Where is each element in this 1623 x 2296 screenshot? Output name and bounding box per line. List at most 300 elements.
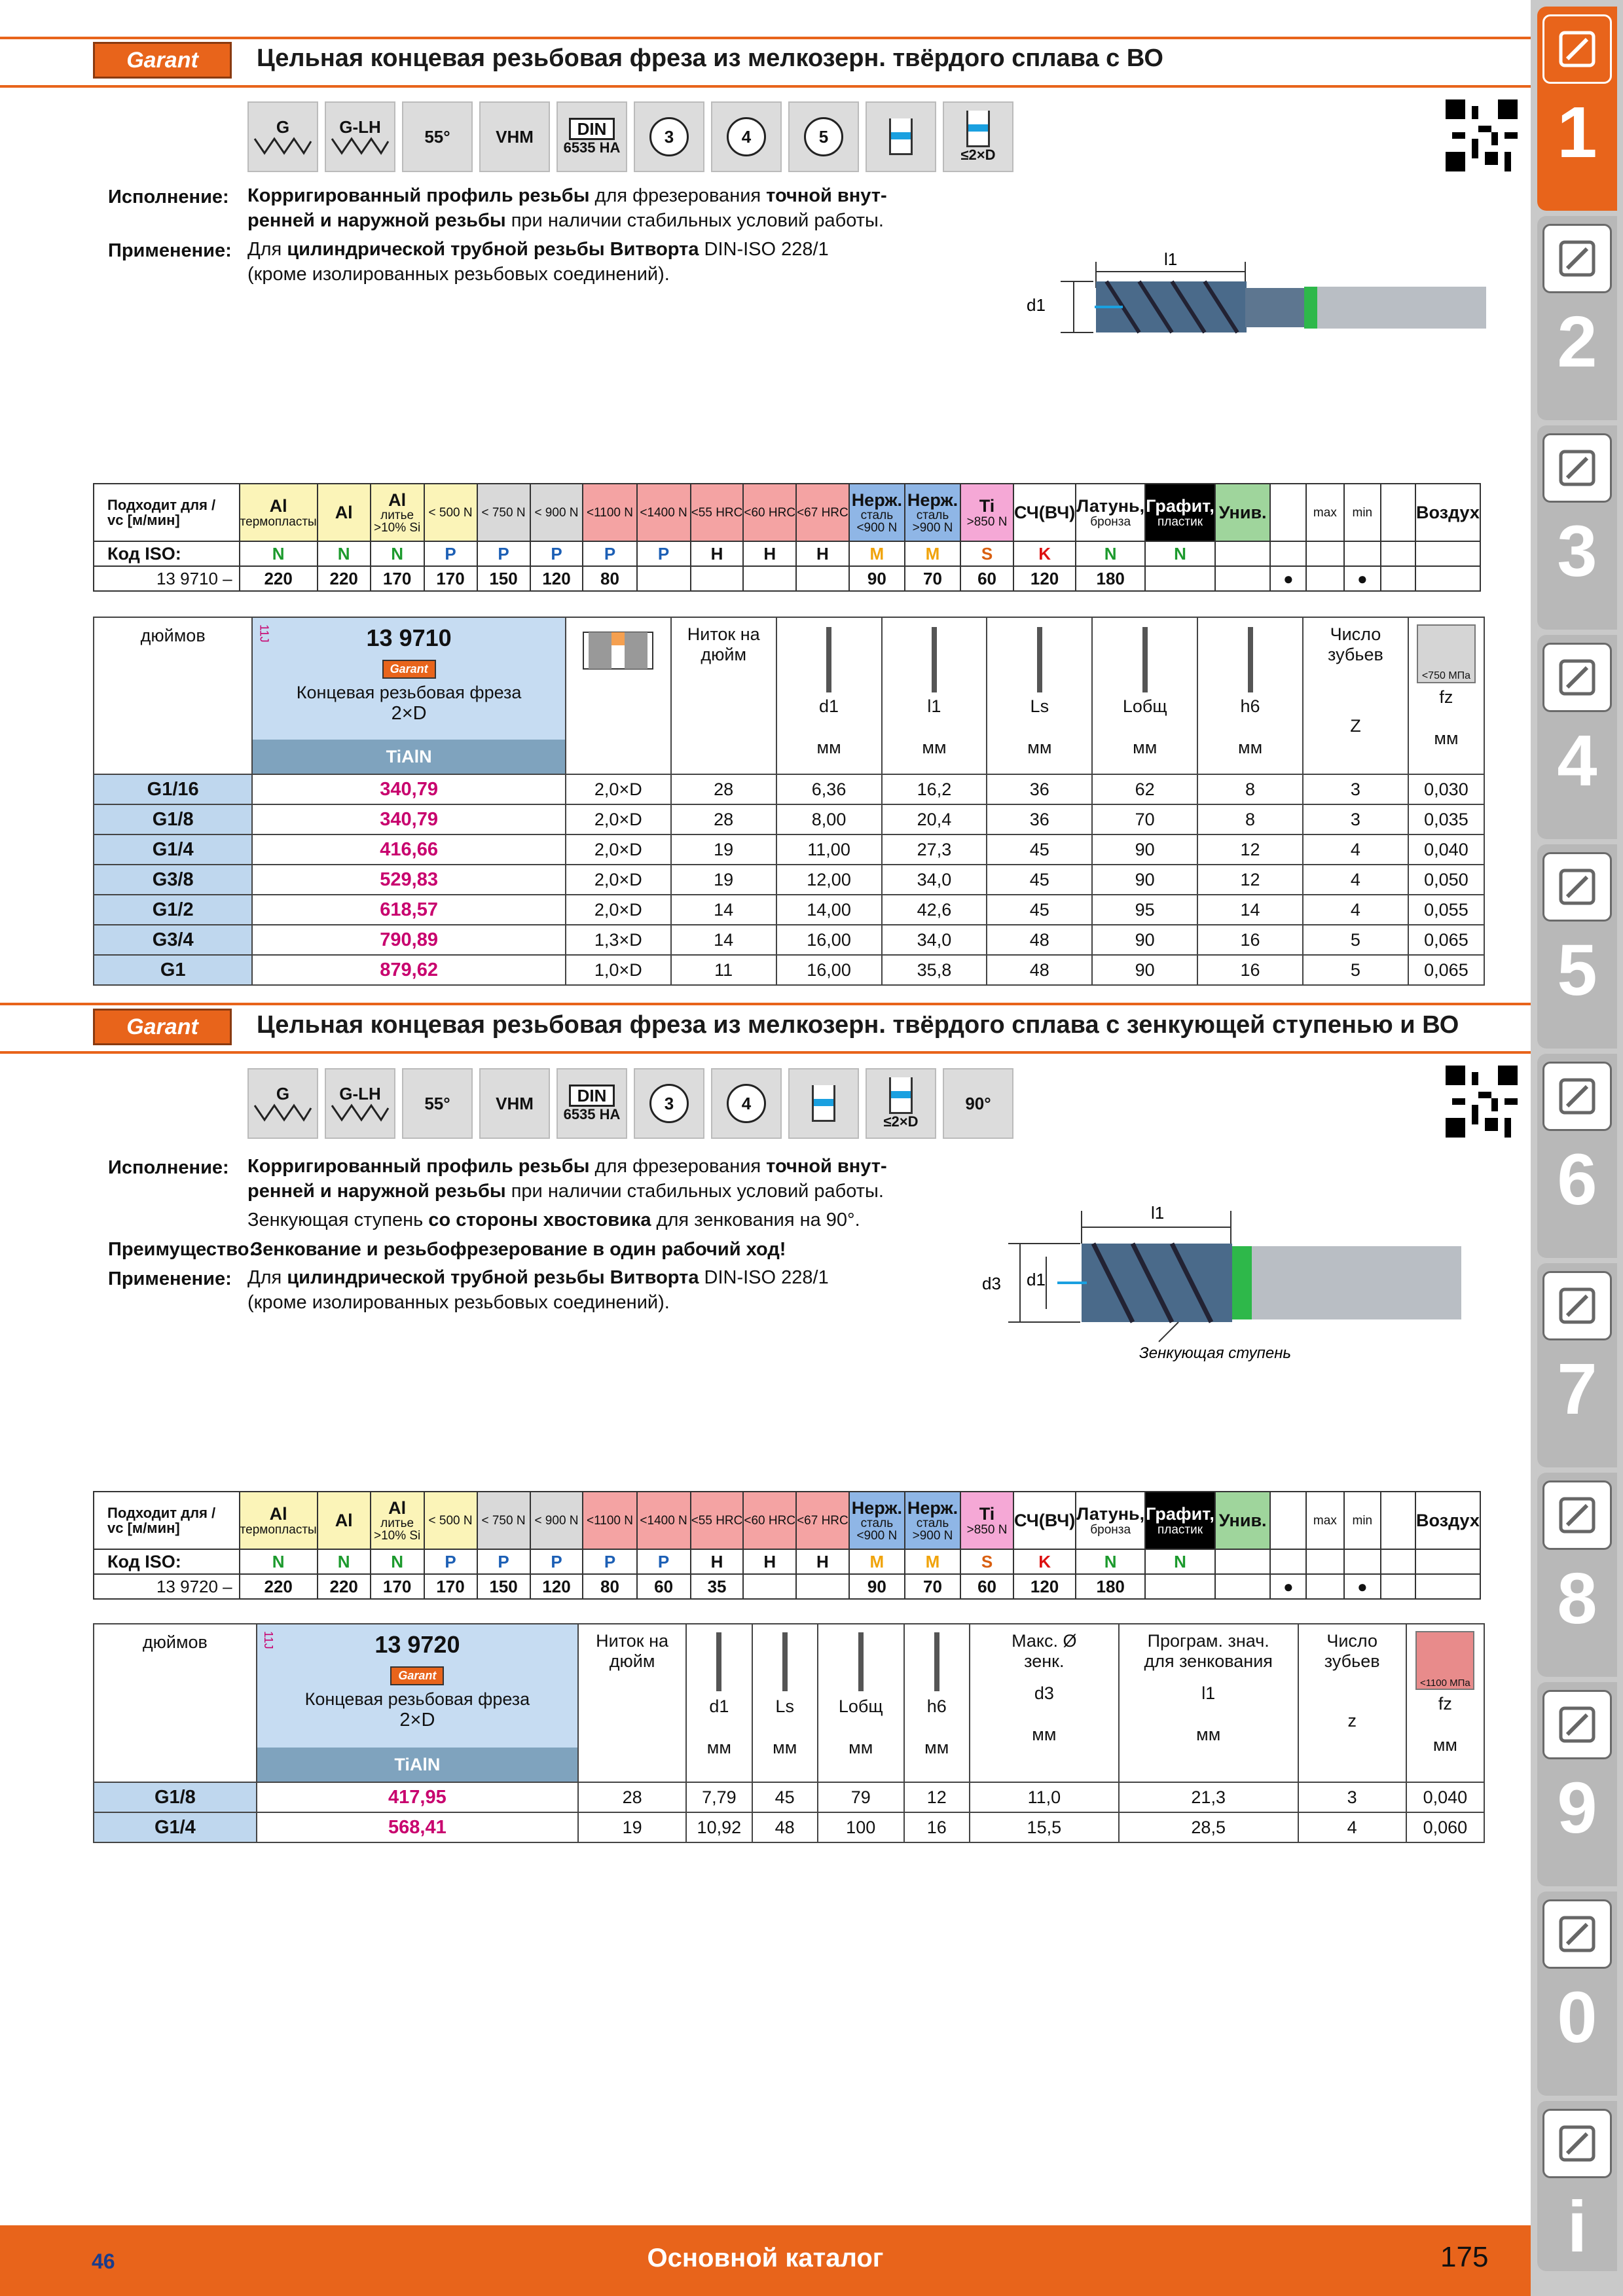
- table-cell: 20,4: [882, 804, 987, 834]
- coolant-icon: [889, 118, 913, 155]
- thread-profile-icon: [582, 631, 654, 670]
- vc-value: 120: [530, 566, 583, 591]
- table-cell: 16: [1197, 955, 1303, 985]
- chapter-icon: [1542, 1480, 1612, 1550]
- vc-value: 180: [1076, 1574, 1145, 1599]
- material-column: < 500 N: [424, 1492, 477, 1549]
- iso-code: [1381, 541, 1415, 566]
- table-cell: 416,66: [252, 834, 566, 865]
- page-number-left: 46: [92, 2250, 115, 2273]
- teeth-header: Число зубьев Z: [1303, 617, 1408, 774]
- application-label: Применение:: [108, 240, 232, 261]
- material-table-1: [93, 483, 1481, 592]
- table-cell: 48: [752, 1812, 818, 1842]
- table-cell: 70: [1092, 804, 1197, 834]
- header-line-top-2: [0, 1003, 1531, 1005]
- material-column: Латунь, бронза: [1076, 1492, 1145, 1549]
- table-cell: G1/4: [94, 1812, 257, 1842]
- tool-icon: [856, 1632, 866, 1691]
- tool-icon: [932, 1632, 942, 1691]
- dim-l1-label: l1: [1151, 1203, 1165, 1223]
- chapter-number: 6: [1557, 1139, 1597, 1220]
- chapter-number: 3: [1557, 511, 1597, 592]
- chapter-icon: [1542, 224, 1612, 293]
- table-cell: 16: [1197, 925, 1303, 955]
- table-cell: 790,89: [252, 925, 566, 955]
- material-column: [1381, 484, 1415, 541]
- table-cell: 340,79: [252, 774, 566, 804]
- product-size: 2×D: [391, 703, 427, 724]
- material-column: Нерж. сталь >900 N: [905, 484, 960, 541]
- table-cell: 1,0×D: [566, 955, 671, 985]
- material-column: <1400 N: [637, 484, 691, 541]
- coolant-icon: [889, 1077, 913, 1114]
- feature-icon-label: G: [276, 1083, 290, 1103]
- dmax-header: Макс. Ø зенк. d3 мм: [970, 1624, 1119, 1782]
- chapter-number: 8: [1557, 1558, 1597, 1639]
- chapter-tab[interactable]: [1537, 1682, 1617, 1886]
- iso-code: H: [796, 1549, 849, 1574]
- table-cell: 5: [1303, 925, 1408, 955]
- material-column: Нерж. сталь >900 N: [905, 1492, 960, 1549]
- product-code: 13 9720: [374, 1631, 460, 1658]
- feature-icon-label: DIN: [569, 1085, 615, 1107]
- feature-icons: [247, 101, 1013, 172]
- table-cell: 0,035: [1408, 804, 1484, 834]
- table-cell: 19: [578, 1812, 686, 1842]
- product-header: [257, 1624, 578, 1782]
- feature-icon: [634, 101, 704, 172]
- dim-d1-label: d1: [1027, 1270, 1046, 1289]
- header-line-bottom: [0, 85, 1531, 88]
- material-column: Al термопласты: [240, 484, 318, 541]
- table-row[interactable]: [94, 804, 1484, 834]
- material-table-2: [93, 1491, 1481, 1600]
- table-cell: 45: [987, 865, 1092, 895]
- table-cell: 4: [1303, 895, 1408, 925]
- iso-code: N: [318, 541, 371, 566]
- iso-code: N: [371, 541, 424, 566]
- iso-code: H: [796, 541, 849, 566]
- feature-icon-sub: 6535 HA: [563, 1106, 621, 1123]
- table-cell: 16: [904, 1812, 970, 1842]
- material-column: Al: [318, 1492, 371, 1549]
- material-column: Унив.: [1215, 1492, 1271, 1549]
- feature-icon-sub: ≤2×D: [883, 1113, 919, 1130]
- vc-value: 220: [240, 1574, 318, 1599]
- table-row[interactable]: [94, 895, 1484, 925]
- tool-icon: [780, 1632, 790, 1691]
- feature-icon-label: VHM: [496, 1093, 534, 1113]
- table-cell: 8,00: [776, 804, 882, 834]
- feature-icon: [788, 1068, 859, 1139]
- feature-icon: [788, 101, 859, 172]
- feature-icon: [402, 101, 473, 172]
- feature-icon-sub: 6535 HA: [563, 139, 621, 156]
- chapter-tab[interactable]: [1537, 1892, 1617, 2096]
- chapter-number: 5: [1557, 930, 1597, 1011]
- table-cell: 34,0: [882, 865, 987, 895]
- table-cell: 12: [1197, 834, 1303, 865]
- table-cell: 340,79: [252, 804, 566, 834]
- chapter-tab[interactable]: [1537, 1263, 1617, 1467]
- table-cell: 12,00: [776, 865, 882, 895]
- material-column: min: [1344, 484, 1381, 541]
- vc-value: [1215, 1574, 1271, 1599]
- table-cell: 90: [1092, 925, 1197, 955]
- table-cell: 0,065: [1408, 925, 1484, 955]
- table-cell: 0,030: [1408, 774, 1484, 804]
- table-row[interactable]: [94, 1782, 1484, 1812]
- ls-header: Ls мм: [752, 1624, 818, 1782]
- vc-value: [743, 566, 796, 591]
- material-column: <60 HRC: [743, 484, 796, 541]
- chapter-tab[interactable]: [1537, 1473, 1617, 1677]
- material-column: Al литье >10% Si: [371, 1492, 424, 1549]
- vc-value: [637, 566, 691, 591]
- chapter-tab[interactable]: [1537, 7, 1617, 211]
- material-column: min: [1344, 1492, 1381, 1549]
- table-row[interactable]: [94, 955, 1484, 985]
- vc-value: 120: [530, 1574, 583, 1599]
- table-cell: 45: [987, 895, 1092, 925]
- prog-header: Програм. знач. для зенкования l1 мм: [1119, 1624, 1298, 1782]
- iso-code: M: [905, 541, 960, 566]
- vc-value: 70: [905, 1574, 960, 1599]
- vc-value: 220: [240, 566, 318, 591]
- vc-value: ●: [1344, 1574, 1381, 1599]
- vc-value: ●: [1344, 566, 1381, 591]
- tool-icon: [824, 627, 834, 692]
- iso-code: M: [849, 541, 905, 566]
- page-number-right: 175: [1440, 2241, 1489, 2273]
- chapter-icon: [1542, 2109, 1612, 2178]
- table-cell: 19: [671, 834, 776, 865]
- feature-icon: [943, 101, 1013, 172]
- thread-profile-icon: [331, 136, 390, 156]
- execution2-line1: Корригированный профиль резьбы для фрезерования точной внут-: [247, 1156, 887, 1177]
- garant-logo: Garant: [93, 42, 232, 79]
- vc-value: 60: [960, 566, 1013, 591]
- tool-icon: [1245, 627, 1256, 692]
- table-row[interactable]: [94, 774, 1484, 804]
- chapter-icon: [1542, 433, 1612, 503]
- vc-value: 60: [960, 1574, 1013, 1599]
- iso-code: [1415, 541, 1480, 566]
- iso-code: N: [1145, 1549, 1215, 1574]
- table-cell: 14: [1197, 895, 1303, 925]
- table-cell: 16,2: [882, 774, 987, 804]
- table-cell: 15,5: [970, 1812, 1119, 1842]
- chapter-tab[interactable]: [1537, 635, 1617, 839]
- feature-icon: [556, 1068, 627, 1139]
- section-title-2: Цельная концевая резьбовая фреза из мелкозерн. твёрдого сплава с зенкующей ступенью и ВО: [257, 1011, 1459, 1039]
- feature-icon: [711, 1068, 782, 1139]
- table-cell: 2,0×D: [566, 834, 671, 865]
- material-column: max: [1306, 1492, 1343, 1549]
- iso-code: N: [1076, 1549, 1145, 1574]
- code-mark: 11J: [261, 1631, 275, 1649]
- vc-value: [1381, 1574, 1415, 1599]
- material-column: [1270, 484, 1306, 541]
- table-cell: 8: [1197, 804, 1303, 834]
- iso-code: N: [1076, 541, 1145, 566]
- material-column: < 750 N: [477, 484, 530, 541]
- vc-value: 120: [1013, 1574, 1076, 1599]
- chapter-tab[interactable]: [1537, 2101, 1617, 2271]
- table-row[interactable]: [94, 834, 1484, 865]
- feature-icon-label: 3: [649, 117, 689, 156]
- execution-label: Исполнение:: [108, 187, 229, 207]
- feature-icon-label: G-LH: [339, 117, 381, 137]
- product-name: Концевая резьбовая фреза: [296, 683, 522, 702]
- table-cell: G1/8: [94, 804, 252, 834]
- material-strength-icon: <750 МПа: [1417, 624, 1476, 683]
- inch-header: дюймов: [94, 617, 252, 774]
- chapter-icon: [1542, 14, 1612, 84]
- table-cell: 16,00: [776, 925, 882, 955]
- vc-value: 170: [371, 1574, 424, 1599]
- iso-code: P: [530, 1549, 583, 1574]
- feature-icon: [325, 101, 395, 172]
- fz-header: <1100 МПа fz мм: [1406, 1624, 1484, 1782]
- vc-value: [691, 566, 744, 591]
- dim-d3-label: d3: [982, 1274, 1001, 1293]
- table-cell: 4: [1303, 865, 1408, 895]
- iso-code: P: [530, 541, 583, 566]
- chapter-number: i: [1567, 2187, 1588, 2267]
- material-strength-icon: <1100 МПа: [1415, 1631, 1474, 1690]
- iso-code: P: [477, 1549, 530, 1574]
- material-column: Нерж. сталь <900 N: [849, 484, 905, 541]
- section-title: Цельная концевая резьбовая фреза из мелкозерн. твёрдого сплава с ВО: [257, 45, 1163, 72]
- iso-label: Код ISO:: [94, 541, 240, 566]
- dim-d1-label: d1: [1027, 295, 1046, 315]
- iso-code: P: [424, 1549, 477, 1574]
- iso-code: P: [583, 1549, 636, 1574]
- product-size: 2×D: [399, 1710, 435, 1731]
- feature-icon: [402, 1068, 473, 1139]
- feature-icon: [866, 101, 936, 172]
- iso-code: H: [743, 1549, 796, 1574]
- feature-icon: [943, 1068, 1013, 1139]
- table-cell: G1: [94, 955, 252, 985]
- ls-header: Ls мм: [987, 617, 1092, 774]
- iso-code: H: [691, 541, 744, 566]
- table-cell: 0,060: [1406, 1812, 1484, 1842]
- execution2-line2: ренней и наружной резьбы при наличии стабильных условий работы.: [247, 1181, 884, 1202]
- coolant-icon: [966, 111, 990, 147]
- iso-code: [1344, 1549, 1381, 1574]
- vc-value: [1215, 566, 1271, 591]
- table-cell: 618,57: [252, 895, 566, 925]
- iso-code: H: [743, 541, 796, 566]
- material-column: СЧ(ВЧ): [1013, 1492, 1076, 1549]
- material-column: Al термопласты: [240, 1492, 318, 1549]
- vc-value: 220: [318, 1574, 371, 1599]
- feature-icon-label: G-LH: [339, 1083, 381, 1103]
- table-cell: 2,0×D: [566, 804, 671, 834]
- iso-code: [1270, 1549, 1306, 1574]
- d1-header: d1 мм: [686, 1624, 752, 1782]
- iso-code: [1306, 1549, 1343, 1574]
- tool-icon: [1034, 627, 1045, 692]
- feature-icon-label: DIN: [569, 118, 615, 141]
- execution-line1: Корригированный профиль резьбы для фрезерования точной внут-: [247, 185, 887, 206]
- vc-row-label: 13 9720 –: [94, 1574, 240, 1599]
- iso-code: [1215, 1549, 1271, 1574]
- thread-profile-icon: [253, 136, 312, 156]
- product-table-1: [93, 617, 1485, 986]
- vc-value: [796, 1574, 849, 1599]
- execution2-line3: Зенкующая ступень со стороны хвостовика для зенкования на 90°.: [247, 1210, 860, 1230]
- iso-code: [1415, 1549, 1480, 1574]
- table-cell: 11,00: [776, 834, 882, 865]
- material-column: Воздух: [1415, 1492, 1480, 1549]
- material-column: Воздух: [1415, 484, 1480, 541]
- tool-icon: [929, 627, 939, 692]
- chapter-tab[interactable]: [1537, 844, 1617, 1049]
- feature-icon-label: VHM: [496, 126, 534, 147]
- material-column: [1270, 1492, 1306, 1549]
- iso-code: [1381, 1549, 1415, 1574]
- feature-icon: [247, 1068, 318, 1139]
- material-column: <67 HRC: [796, 484, 849, 541]
- table-row[interactable]: [94, 865, 1484, 895]
- tool-drawing-2: [943, 1198, 1493, 1368]
- material-column: СЧ(ВЧ): [1013, 484, 1076, 541]
- table-cell: 19: [671, 865, 776, 895]
- table-cell: 48: [987, 955, 1092, 985]
- vc-value: [1145, 1574, 1215, 1599]
- vc-value: [1306, 566, 1343, 591]
- coating-label: TiAlN: [257, 1748, 577, 1782]
- countersink-caption: Зенкующая ступень: [1139, 1344, 1292, 1362]
- table-cell: 2,0×D: [566, 774, 671, 804]
- vc-value: [1306, 1574, 1343, 1599]
- iso-code: P: [637, 541, 691, 566]
- iso-code: S: [960, 541, 1013, 566]
- table-cell: 28: [671, 774, 776, 804]
- iso-code: N: [240, 1549, 318, 1574]
- feature-icon: [325, 1068, 395, 1139]
- table-row[interactable]: [94, 925, 1484, 955]
- chapter-tab[interactable]: [1537, 216, 1617, 420]
- thread-profile-icon: [331, 1103, 390, 1122]
- fz-header: <750 МПа fz мм: [1408, 617, 1484, 774]
- table-cell: 0,050: [1408, 865, 1484, 895]
- code-mark: 11J: [257, 624, 271, 643]
- table-cell: 14: [671, 925, 776, 955]
- thread-profile-icon: [253, 1103, 312, 1122]
- feature-icon: [556, 101, 627, 172]
- feature-icon-sub: ≤2×D: [960, 146, 996, 163]
- table-cell: G1/2: [94, 895, 252, 925]
- chapter-number: 1: [1557, 92, 1597, 173]
- coolant-icon: [812, 1085, 835, 1122]
- material-column: Ti >850 N: [960, 1492, 1013, 1549]
- chapter-icon: [1542, 643, 1612, 712]
- table-cell: 0,055: [1408, 895, 1484, 925]
- iso-code: P: [583, 541, 636, 566]
- profile-icon-cell: [566, 617, 671, 774]
- table-cell: 90: [1092, 834, 1197, 865]
- vc-value: 35: [691, 1574, 744, 1599]
- table-cell: 48: [987, 925, 1092, 955]
- feature-icon: [711, 101, 782, 172]
- material-column: < 500 N: [424, 484, 477, 541]
- feature-icon-label: 4: [727, 1084, 766, 1123]
- vc-value: 180: [1076, 566, 1145, 591]
- table-cell: G1/8: [94, 1782, 257, 1812]
- table-cell: 45: [987, 834, 1092, 865]
- vc-row-label: 13 9710 –: [94, 566, 240, 591]
- table-cell: 0,040: [1408, 834, 1484, 865]
- d1-header: d1 мм: [776, 617, 882, 774]
- vc-value: [1415, 1574, 1480, 1599]
- iso-code: K: [1013, 1549, 1076, 1574]
- table-cell: 8: [1197, 774, 1303, 804]
- feature-icon: [634, 1068, 704, 1139]
- threads-header: Ниток на дюйм: [671, 617, 776, 774]
- material-column: [1381, 1492, 1415, 1549]
- chapter-icon: [1542, 1899, 1612, 1969]
- iso-code: [1306, 541, 1343, 566]
- vc-value: [1145, 566, 1215, 591]
- feature-icon-label: 90°: [965, 1093, 991, 1113]
- inch-header: дюймов: [94, 1624, 257, 1782]
- vc-value: 70: [905, 566, 960, 591]
- table-cell: 4: [1303, 834, 1408, 865]
- iso-code: P: [477, 541, 530, 566]
- application-line2: (кроме изолированных резьбовых соединений).: [247, 264, 670, 285]
- table-cell: 529,83: [252, 865, 566, 895]
- advantage-label: Преимущество:: [108, 1239, 256, 1260]
- feature-icon: [479, 1068, 550, 1139]
- qr-code-icon: [1446, 1066, 1518, 1138]
- table-cell: 21,3: [1119, 1782, 1298, 1812]
- material-column: Al: [318, 484, 371, 541]
- iso-code: [1215, 541, 1271, 566]
- chapter-tab[interactable]: [1537, 425, 1617, 630]
- table-cell: 100: [818, 1812, 904, 1842]
- garant-logo-small: Garant: [382, 660, 436, 679]
- garant-logo-small: Garant: [390, 1666, 444, 1685]
- table-cell: 7,79: [686, 1782, 752, 1812]
- chapter-tab[interactable]: [1537, 1054, 1617, 1258]
- table-cell: 45: [752, 1782, 818, 1812]
- garant-logo: Garant: [93, 1009, 232, 1045]
- mat-label: Подходит для / vc [м/мин]: [94, 1492, 240, 1549]
- product-header: [252, 617, 566, 774]
- table-cell: G1/16: [94, 774, 252, 804]
- tool-icon: [1140, 627, 1150, 692]
- table-cell: 12: [1197, 865, 1303, 895]
- table-row[interactable]: [94, 1812, 1484, 1842]
- chapter-number: 0: [1557, 1977, 1597, 2058]
- material-column: Ti >850 N: [960, 484, 1013, 541]
- table-cell: 90: [1092, 955, 1197, 985]
- vc-value: 90: [849, 566, 905, 591]
- table-cell: 35,8: [882, 955, 987, 985]
- vc-value: [1381, 566, 1415, 591]
- feature-icon-label: 3: [649, 1084, 689, 1123]
- feature-icon: [247, 101, 318, 172]
- vc-value: 170: [424, 1574, 477, 1599]
- table-cell: 62: [1092, 774, 1197, 804]
- vc-value: ●: [1270, 566, 1306, 591]
- iso-code: P: [637, 1549, 691, 1574]
